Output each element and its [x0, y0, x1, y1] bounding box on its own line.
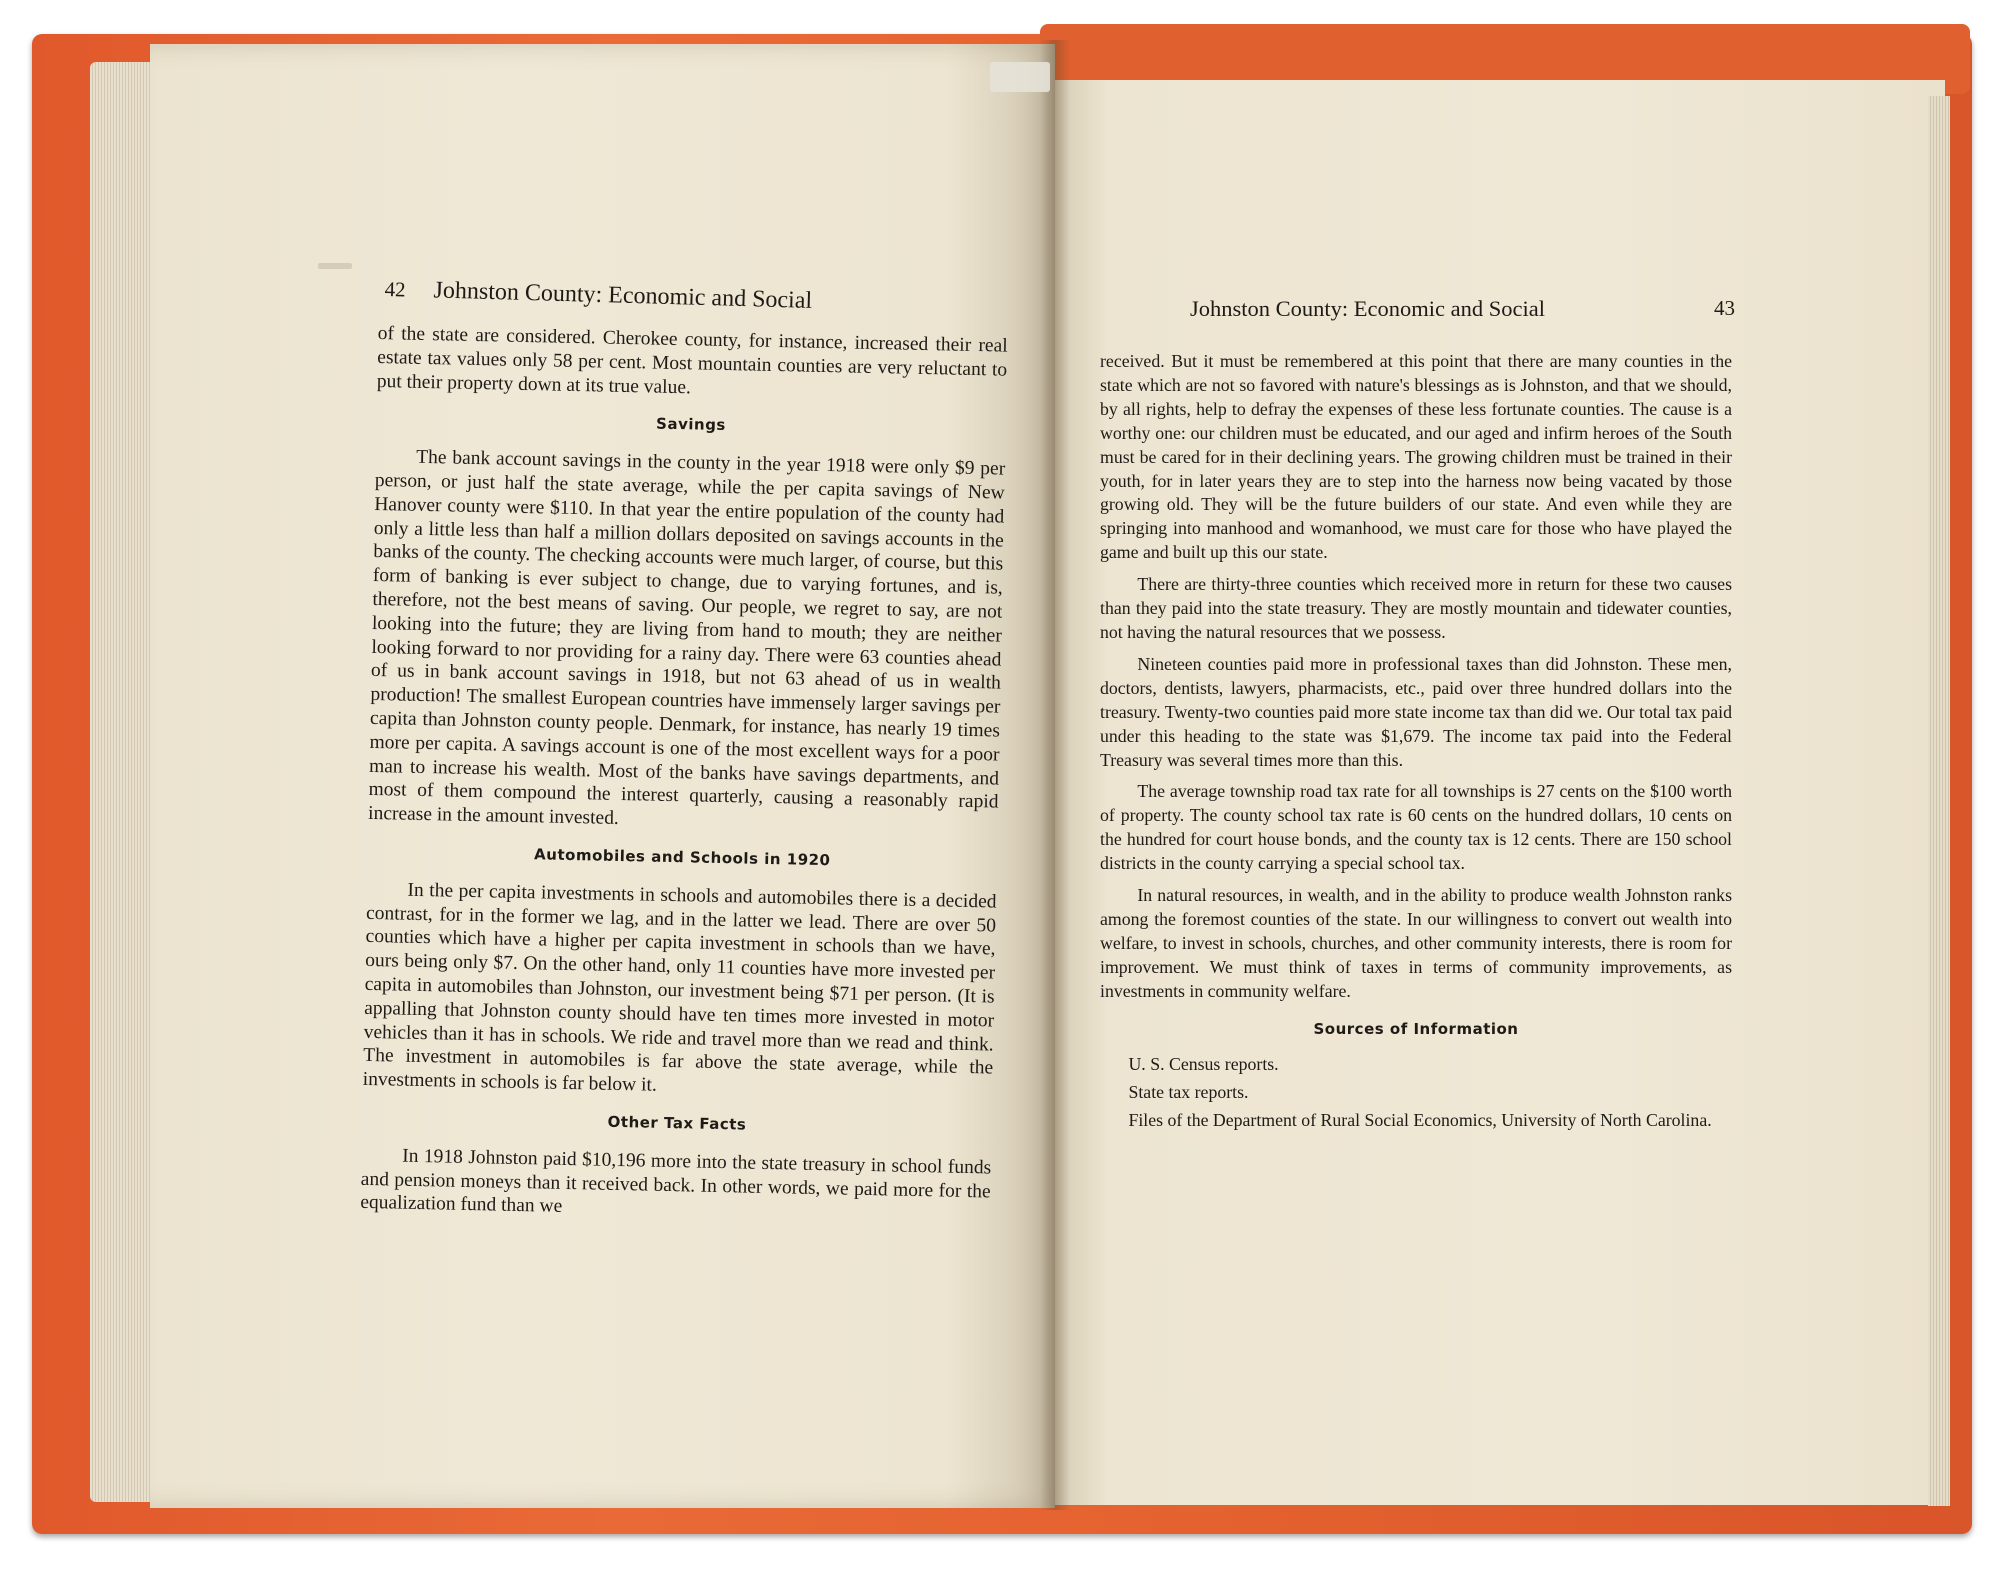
right-page-text: [1100, 350, 1732, 1137]
right-paragraph-1: received. But it must be remembered at this point that there are many counties in the state which are not so favored with nature's blessings as is Johnston, and that we should, by all rights, help to defray the expenses of these less fortunate counties. The cause is a worthy one: our children must be educated, and our aged and infirm heroes of the South must be cared for in their declining years. The growing children must be trained in their youth, for in later years they are to step into the harness now being vacated by those growing old. They will be the future builders of our state. And even while they are springing into manhood and womanhood, we must care for those who have played the game and built up this our state.: [1100, 351, 1732, 563]
bookmark-ribbon: [990, 62, 1050, 92]
sources-heading: Sources of Information: [1313, 1019, 1519, 1038]
other-tax-paragraph: In 1918 Johnston paid $10,196 more into the state treasury in school funds and pension moneys than it received back. In other words, we paid more for the equalization fund than we: [360, 1145, 992, 1218]
savings-heading: Savings: [655, 414, 727, 435]
right-paragraph-2: There are thirty-three counties which received more in return for these two causes than they paid into the state treasury. They are mostly mountain and tidewater counties, not having the natural resources that we possess.: [1100, 574, 1732, 642]
right-paragraph-3: Nineteen counties paid more in professional taxes than did Johnston. These men, doctors, dentists, lawyers, pharmacists, etc., paid over three hundred dollars into the treasury. Twenty-two counties paid more state income tax than did we. Our total tax paid under this heading to the state was $1,679. The income tax paid into the Federal Treasury was several times more than this.: [1100, 653, 1732, 770]
intro-paragraph: of the state are considered. Cherokee county, for instance, increased their real estate tax values only 58 per cent. Most mountain counties are very reluctant to put their property down at its true value.: [376, 322, 1008, 398]
right-paragraph-5: In natural resources, in wealth, and in the ability to produce wealth Johnston ranks among the foremost counties of the state. In our willingness to convert out wealth into welfare, to invest in schools, churches, and other community interests, there is room for improvement. We must think of taxes in terms of community improvements, as investments in community welfare.: [1100, 885, 1732, 1001]
source-item: Files of the Department of Rural Social Economics, University of North Carolina.: [1128, 1110, 1712, 1131]
savings-paragraph: The bank account savings in the county in the year 1918 were only $9 per person, or just half the state average, while the per capita savings of New Hanover county were $110. In that year the entire population of the county had only a little less than half a million dollars deposited on savings accounts in the banks of the county. The checking accounts were much larger, of course, but this form of banking is ever subject to change, due to varying fortunes, and is, therefore, not the best means of saving. Our people, we regret to say, are not looking into the future; they are living from hand to mouth; they are neither looking forward to nor providing for a rainy day. There were 63 counties ahead of us in bank account savings in 1918, but not 63 ahead of us in wealth production! The smallest European countries have immensely larger savings per capita than Johnston county people. Denmark, for instance, has nearly 19 times more per capita. A savings account is one of the most excellent ways for a poor man to increase his wealth. Most of the banks have savings departments, and most of them compound the interest quarterly, causing a reasonably rapid increase in the amount invested.: [367, 446, 1006, 830]
right-running-title: Johnston County: Economic and Social: [1190, 296, 1545, 321]
book-gutter: [1040, 40, 1070, 1510]
right-running-header: [1190, 296, 1735, 322]
source-item: State tax reports.: [1128, 1082, 1249, 1103]
automobiles-paragraph: In the per capita investments in schools and automobiles there is a decided contrast, for in the former we lag, and in the latter we lead. There are over 50 counties which have a higher per capita investment in schools than we have, ours being only $7. On the other hand, only 11 counties have more invested per capita in automobiles than Johnston, our investment being $71 per person. (It is appalling that Johnston county should have ten times more invested in motor vehicles than it has in schools. We ride and travel more than we read and think. The investment in automobiles is far above the state average, while the investments in schools is far below it.: [362, 879, 997, 1096]
left-running-title: Johnston County: Economic and Social: [433, 277, 813, 314]
left-page-text: [360, 322, 1008, 1228]
right-page-number: 43: [1714, 296, 1735, 320]
automobiles-heading: Automobiles and Schools in 1920: [533, 845, 831, 870]
page-mark: [318, 263, 352, 269]
right-paragraph-4: The average township road tax rate for all townships is 27 cents on the $100 worth of property. The county school tax rate is 60 cents on the hundred dollars, 10 cents on the hundred for court house bonds, and the county tax is 12 cents. There are 150 school districts in the county carrying a special school tax.: [1100, 781, 1732, 874]
source-item: U. S. Census reports.: [1128, 1054, 1279, 1075]
left-page-number: 42: [384, 276, 406, 302]
right-page-edges: [1928, 96, 1950, 1506]
other-tax-heading: Other Tax Facts: [607, 1112, 747, 1134]
